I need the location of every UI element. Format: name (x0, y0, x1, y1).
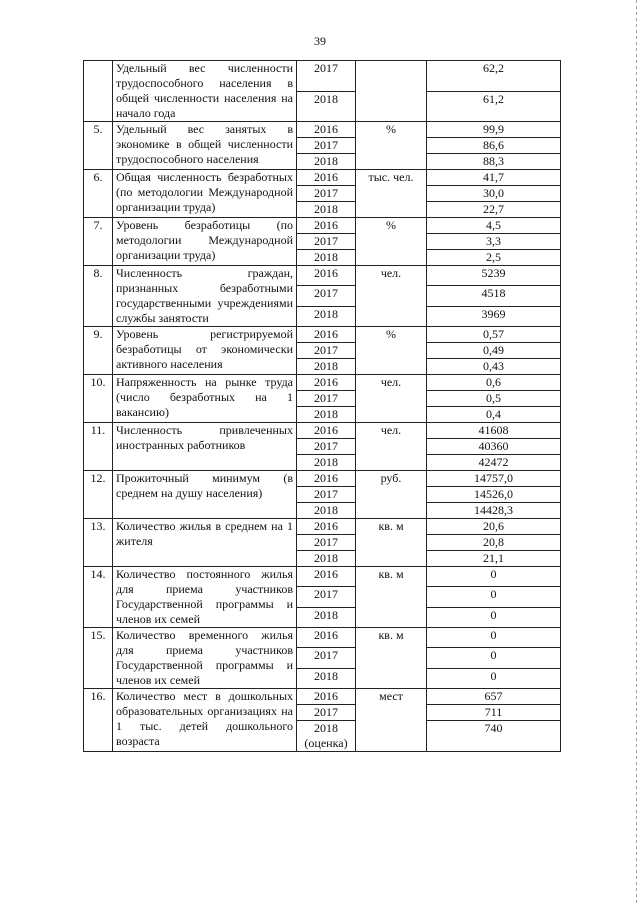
year-cell: 2018 (297, 407, 356, 423)
indicator-name: Количество постоянного жилья для приема участников Государственной программы и членов их семей (113, 567, 297, 628)
value-cell: 99,9 (427, 122, 561, 138)
year-cell: 2018 (297, 668, 356, 688)
unit-cell (356, 61, 427, 122)
value-cell: 0 (427, 668, 561, 688)
year-cell: 2016 (297, 423, 356, 439)
value-cell: 21,1 (427, 551, 561, 567)
row-number: 13. (84, 519, 113, 567)
year-cell: 2018 (297, 551, 356, 567)
table-row (84, 567, 561, 587)
indicator-name: Прожиточный минимум (в среднем на душу населения) (113, 471, 297, 519)
unit-cell: % (356, 218, 427, 266)
value-cell: 5239 (427, 266, 561, 286)
indicator-name: Уровень безработицы (по методологии Международной организации труда) (113, 218, 297, 266)
value-cell: 740 (427, 721, 561, 752)
year-cell: 2017 (297, 343, 356, 359)
value-cell: 41,7 (427, 170, 561, 186)
year-cell: 2018 (297, 154, 356, 170)
value-cell: 657 (427, 689, 561, 705)
year-cell: 2017 (297, 286, 356, 306)
value-cell: 0 (427, 628, 561, 648)
indicator-name: Напряженность на рынке труда (число безработных на 1 вакансию) (113, 375, 297, 423)
table-row (84, 170, 561, 186)
year-cell: 2018 (оценка) (297, 721, 356, 752)
table-row (84, 628, 561, 648)
indicator-name: Численность привлеченных иностранных работников (113, 423, 297, 471)
indicator-name: Уровень регистрируемой безработицы от экономически активного населения (113, 327, 297, 375)
year-cell: 2017 (297, 61, 356, 92)
value-cell: 0,49 (427, 343, 561, 359)
indicator-name: Общая численность безработных (по методологии Международной организации труда) (113, 170, 297, 218)
value-cell: 711 (427, 705, 561, 721)
indicator-name: Численность граждан, признанных безработными государственными учреждениями службы занятости (113, 266, 297, 327)
value-cell: 42472 (427, 455, 561, 471)
unit-cell: чел. (356, 423, 427, 471)
unit-cell: чел. (356, 266, 427, 327)
page-number: 39 (314, 34, 326, 48)
scan-edge (636, 0, 637, 905)
value-cell: 14428,3 (427, 503, 561, 519)
value-cell: 41608 (427, 423, 561, 439)
value-cell: 0,5 (427, 391, 561, 407)
indicators-table (83, 60, 561, 752)
value-cell: 3969 (427, 306, 561, 326)
year-cell: 2017 (297, 138, 356, 154)
row-number: 16. (84, 689, 113, 752)
table-row (84, 471, 561, 487)
value-cell: 0 (427, 567, 561, 587)
year-cell: 2018 (297, 91, 356, 122)
indicator-name: Удельный вес численности трудоспособного населения в общей численности населения на начало года (113, 61, 297, 122)
table-row (84, 218, 561, 234)
table-row (84, 375, 561, 391)
value-cell: 0,6 (427, 375, 561, 391)
value-cell: 0,57 (427, 327, 561, 343)
row-number: 8. (84, 266, 113, 327)
value-cell: 62,2 (427, 61, 561, 92)
row-number: 5. (84, 122, 113, 170)
value-cell: 14757,0 (427, 471, 561, 487)
table-row (84, 423, 561, 439)
year-cell: 2016 (297, 471, 356, 487)
year-cell: 2016 (297, 628, 356, 648)
year-cell: 2018 (297, 306, 356, 326)
value-cell: 20,6 (427, 519, 561, 535)
table-row (84, 61, 561, 92)
table-row (84, 519, 561, 535)
value-cell: 0 (427, 587, 561, 607)
year-cell: 2016 (297, 122, 356, 138)
unit-cell: кв. м (356, 628, 427, 689)
table-row (84, 327, 561, 343)
value-cell: 20,8 (427, 535, 561, 551)
year-cell: 2017 (297, 439, 356, 455)
indicator-name: Удельный вес занятых в экономике в общей численности трудоспособного населения (113, 122, 297, 170)
year-cell: 2017 (297, 587, 356, 607)
year-cell: 2018 (297, 250, 356, 266)
year-cell: 2016 (297, 519, 356, 535)
unit-cell: кв. м (356, 567, 427, 628)
year-cell: 2018 (297, 202, 356, 218)
value-cell: 0 (427, 607, 561, 627)
year-cell: 2017 (297, 648, 356, 668)
row-number: 10. (84, 375, 113, 423)
value-cell: 4518 (427, 286, 561, 306)
year-cell: 2017 (297, 535, 356, 551)
value-cell: 0,4 (427, 407, 561, 423)
year-cell: 2017 (297, 186, 356, 202)
value-cell: 3,3 (427, 234, 561, 250)
year-cell: 2016 (297, 266, 356, 286)
year-cell: 2016 (297, 567, 356, 587)
value-cell: 2,5 (427, 250, 561, 266)
unit-cell: чел. (356, 375, 427, 423)
unit-cell: кв. м (356, 519, 427, 567)
table-row (84, 689, 561, 705)
row-number (84, 61, 113, 122)
year-cell: 2017 (297, 487, 356, 503)
row-number: 9. (84, 327, 113, 375)
year-cell: 2016 (297, 327, 356, 343)
value-cell: 0 (427, 648, 561, 668)
row-number: 11. (84, 423, 113, 471)
row-number: 15. (84, 628, 113, 689)
row-number: 14. (84, 567, 113, 628)
value-cell: 4,5 (427, 218, 561, 234)
unit-cell: % (356, 122, 427, 170)
year-cell: 2018 (297, 503, 356, 519)
unit-cell: руб. (356, 471, 427, 519)
unit-cell: мест (356, 689, 427, 752)
unit-cell: % (356, 327, 427, 375)
row-number: 7. (84, 218, 113, 266)
unit-cell: тыс. чел. (356, 170, 427, 218)
value-cell: 30,0 (427, 186, 561, 202)
row-number: 6. (84, 170, 113, 218)
year-cell: 2017 (297, 705, 356, 721)
table-row (84, 122, 561, 138)
value-cell: 0,43 (427, 359, 561, 375)
value-cell: 61,2 (427, 91, 561, 122)
year-cell: 2016 (297, 375, 356, 391)
indicator-name: Количество мест в дошкольных образовательных организациях на 1 тыс. детей дошкольного возраста (113, 689, 297, 752)
year-cell: 2017 (297, 234, 356, 250)
year-cell: 2016 (297, 170, 356, 186)
indicator-name: Количество временного жилья для приема участников Государственной программы и членов их семей (113, 628, 297, 689)
row-number: 12. (84, 471, 113, 519)
value-cell: 88,3 (427, 154, 561, 170)
year-cell: 2018 (297, 455, 356, 471)
year-cell: 2016 (297, 218, 356, 234)
table-row (84, 266, 561, 286)
year-cell: 2018 (297, 607, 356, 627)
year-cell: 2018 (297, 359, 356, 375)
value-cell: 40360 (427, 439, 561, 455)
indicator-name: Количество жилья в среднем на 1 жителя (113, 519, 297, 567)
value-cell: 14526,0 (427, 487, 561, 503)
value-cell: 86,6 (427, 138, 561, 154)
value-cell: 22,7 (427, 202, 561, 218)
year-cell: 2016 (297, 689, 356, 705)
year-cell: 2017 (297, 391, 356, 407)
